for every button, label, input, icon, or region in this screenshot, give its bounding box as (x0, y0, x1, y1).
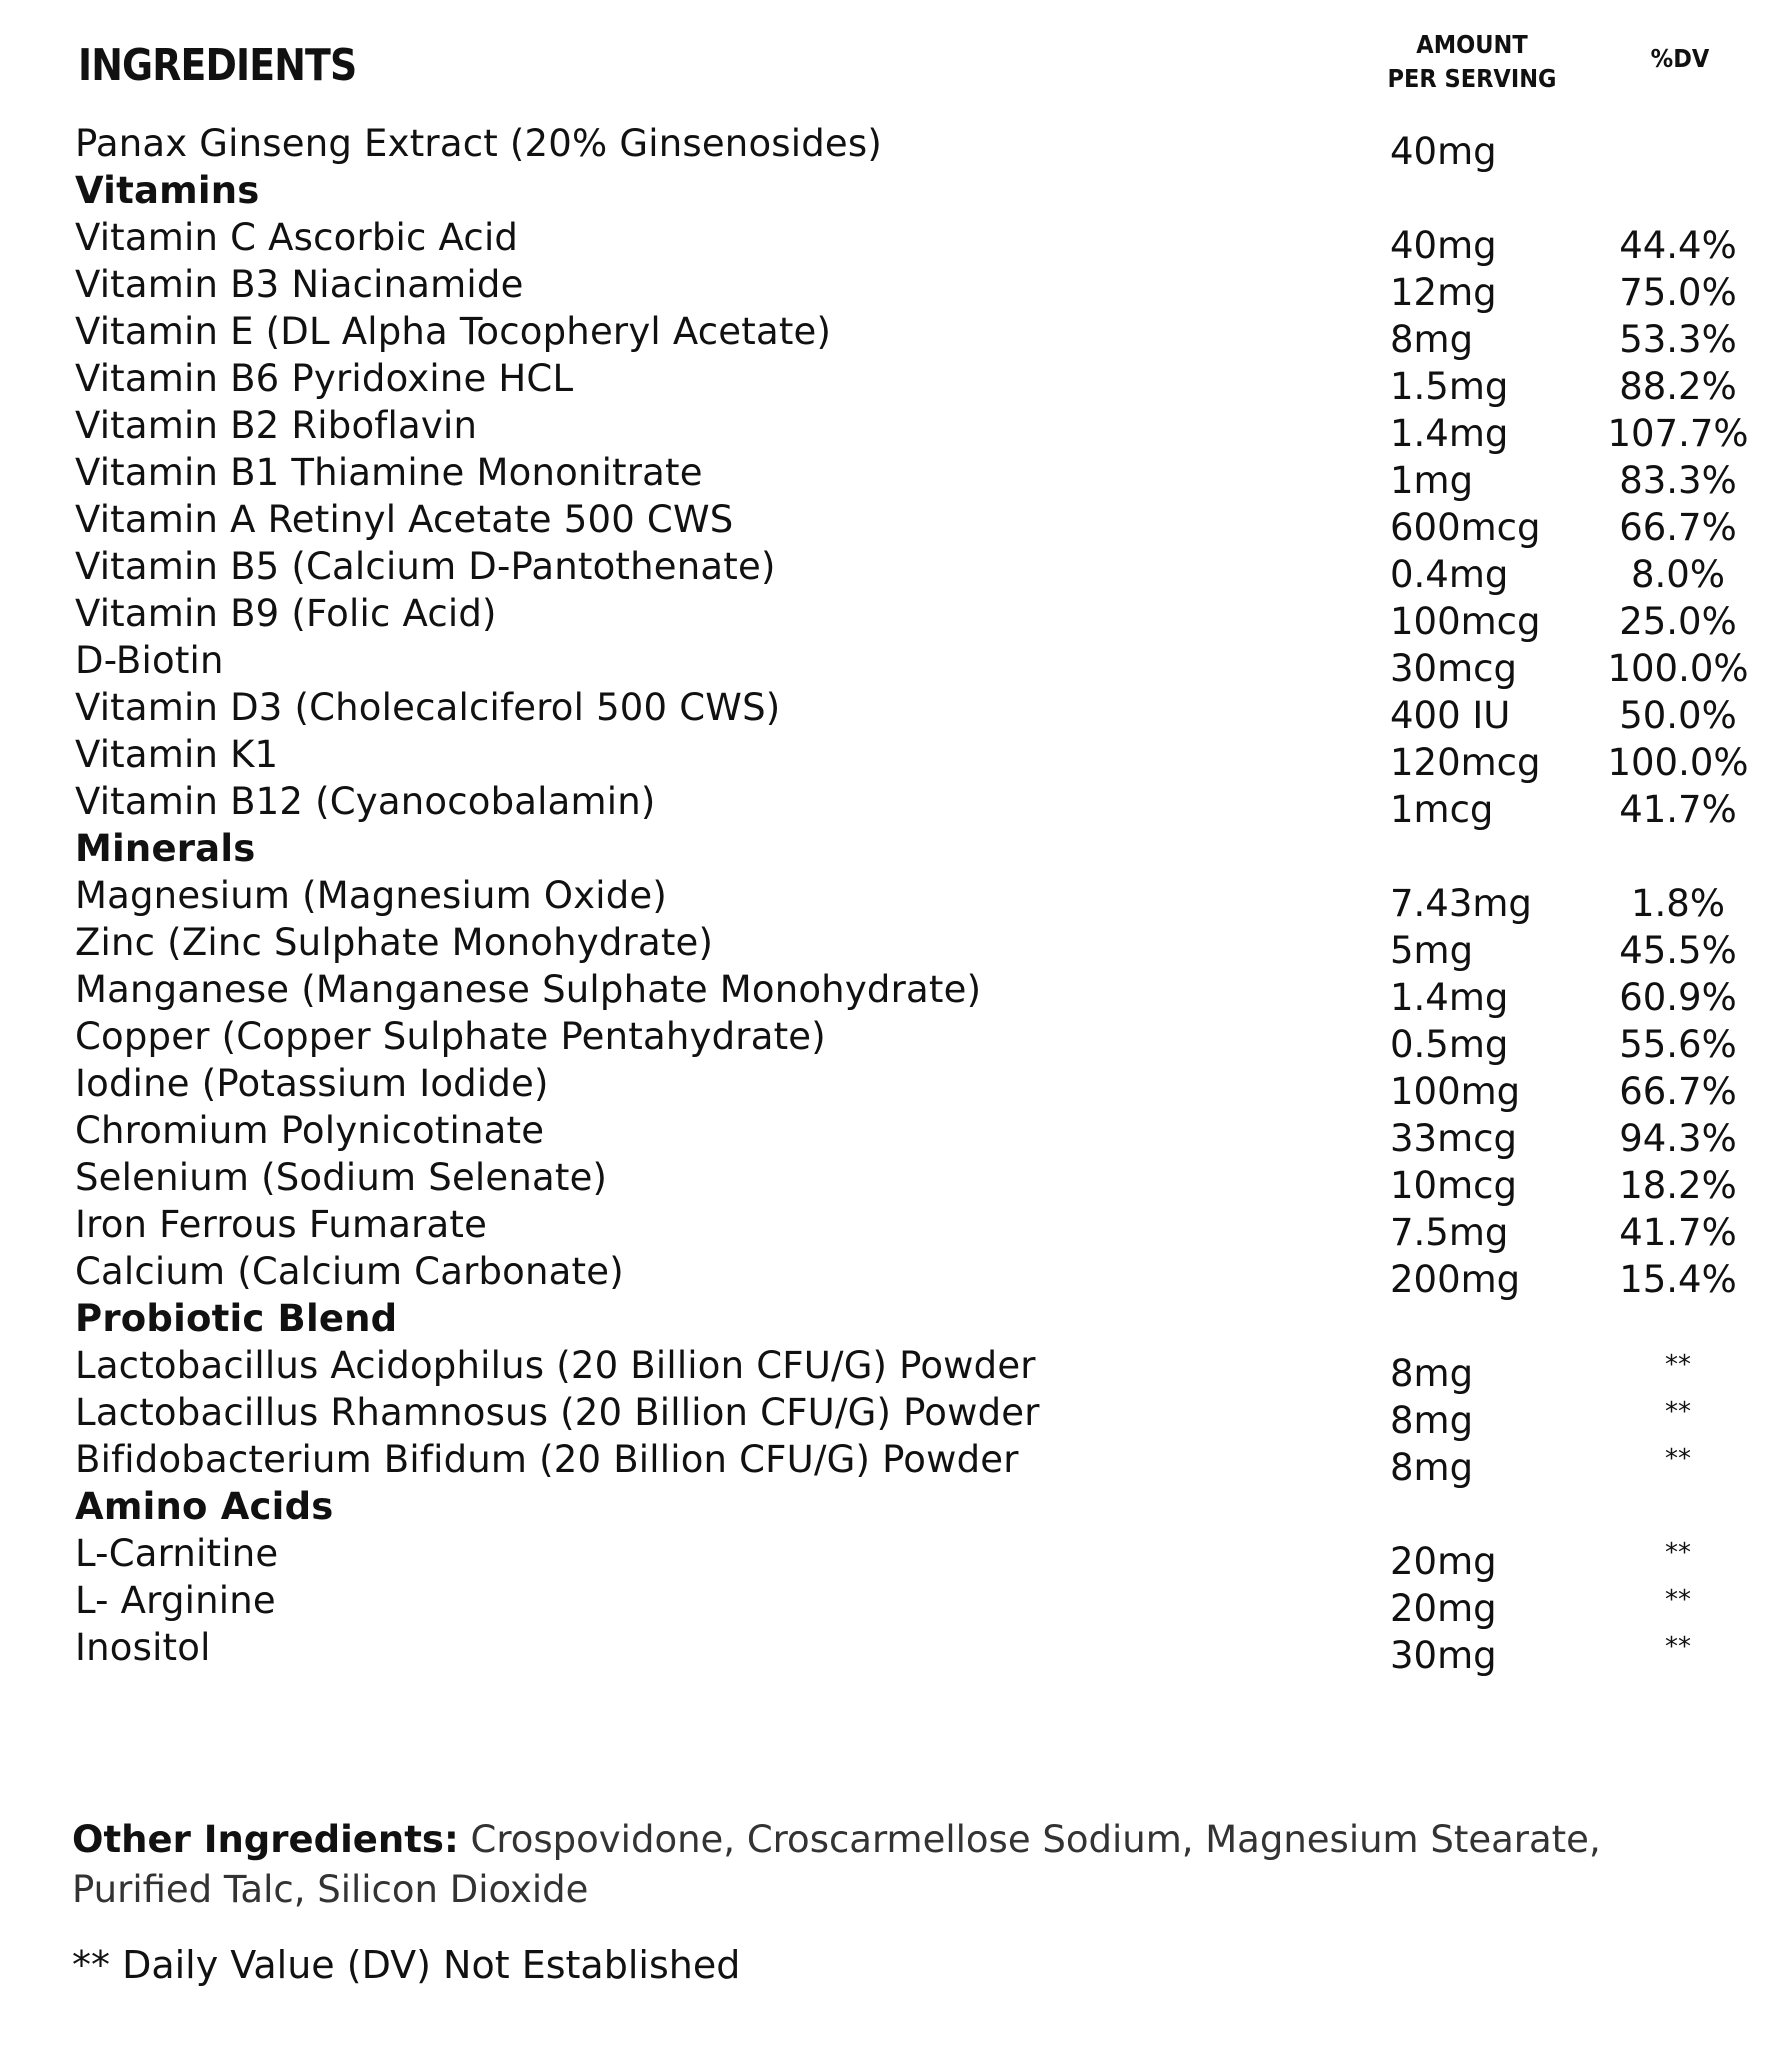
ingredient-row (0, 1436, 1780, 1489)
ingredient-row (0, 637, 1780, 690)
ingredient-name: L-Carnitine (75, 1532, 279, 1575)
ingredient-row (0, 1624, 1780, 1677)
ingredient-daily-value: 100.0% (1607, 647, 1749, 690)
other-ingredients-label: Other Ingredients: (72, 1818, 459, 1861)
amount-per-serving-header: AMOUNT PER SERVING (1387, 30, 1557, 93)
ingredient-amount: 100mg (1390, 1070, 1521, 1113)
ingredient-daily-value: 41.7% (1619, 1211, 1737, 1254)
ingredient-daily-value: 66.7% (1619, 1070, 1737, 1113)
ingredient-amount: 30mcg (1390, 647, 1517, 690)
ingredient-name: Vitamin C Ascorbic Acid (75, 216, 519, 259)
ingredient-name: Lactobacillus Acidophilus (20 Billion CFU/G) Powder (75, 1344, 1036, 1387)
ingredient-row (0, 1248, 1780, 1301)
ingredient-row (0, 684, 1780, 737)
ingredient-amount: 200mg (1390, 1258, 1521, 1301)
ingredient-daily-value: 88.2% (1619, 365, 1737, 408)
ingredient-name: Iron Ferrous Fumarate (75, 1203, 488, 1246)
ingredient-amount: 7.43mg (1390, 882, 1532, 925)
ingredient-amount: 600mcg (1390, 506, 1541, 549)
ingredient-name: Selenium (Sodium Selenate) (75, 1156, 608, 1199)
ingredient-row (0, 1154, 1780, 1207)
ingredient-amount: 20mg (1390, 1587, 1497, 1630)
ingredient-amount: 8mg (1390, 1446, 1474, 1489)
ingredient-row (0, 402, 1780, 455)
ingredient-row (0, 1107, 1780, 1160)
ingredient-row (0, 731, 1780, 784)
ingredient-row (0, 1530, 1780, 1583)
ingredient-amount: 20mg (1390, 1540, 1497, 1583)
other-ingredients-text: Crospovidone, Croscarmellose Sodium, Magnesium Stearate, Purified Talc, Silicon Dioxide (72, 1818, 1601, 1911)
ingredient-row (0, 355, 1780, 408)
ingredient-amount: 400 IU (1390, 694, 1511, 737)
ingredient-row (0, 1342, 1780, 1395)
daily-value-footnote: ** Daily Value (DV) Not Established (72, 1943, 741, 1987)
ingredient-name: Vitamin E (DL Alpha Tocopheryl Acetate) (75, 310, 832, 353)
section-heading (0, 825, 1780, 872)
ingredient-row (0, 1201, 1780, 1254)
ingredient-amount: 7.5mg (1390, 1211, 1509, 1254)
ingredient-name: Iodine (Potassium Iodide) (75, 1062, 549, 1105)
ingredient-daily-value: 66.7% (1619, 506, 1737, 549)
ingredient-name: Zinc (Zinc Sulphate Monohydrate) (75, 921, 714, 964)
ingredient-name: Magnesium (Magnesium Oxide) (75, 874, 668, 917)
ingredient-daily-value: ** (1665, 1350, 1691, 1380)
ingredient-amount: 0.5mg (1390, 1023, 1509, 1066)
ingredient-amount: 33mcg (1390, 1117, 1517, 1160)
ingredient-amount: 12mg (1390, 271, 1497, 314)
section-title: Minerals (75, 827, 256, 870)
ingredient-amount: 30mg (1390, 1634, 1497, 1677)
ingredient-daily-value: 44.4% (1619, 224, 1737, 267)
ingredient-amount: 5mg (1390, 929, 1474, 972)
other-ingredients (72, 1815, 1732, 1915)
ingredient-row (0, 261, 1780, 314)
ingredient-amount: 8mg (1390, 318, 1474, 361)
ingredient-amount: 1mcg (1390, 788, 1494, 831)
ingredient-row (0, 919, 1780, 972)
ingredient-list (0, 120, 1780, 1677)
ingredient-name: Vitamin B9 (Folic Acid) (75, 592, 497, 635)
ingredient-amount: 8mg (1390, 1352, 1474, 1395)
ingredient-daily-value: 8.0% (1631, 553, 1725, 596)
ingredient-daily-value: 1.8% (1631, 882, 1725, 925)
ingredient-daily-value: ** (1665, 1538, 1691, 1568)
ingredient-daily-value: 94.3% (1619, 1117, 1737, 1160)
ingredient-amount: 8mg (1390, 1399, 1474, 1442)
ingredient-name: Vitamin B2 Riboflavin (75, 404, 478, 447)
ingredient-daily-value: 83.3% (1619, 459, 1737, 502)
ingredient-row (0, 543, 1780, 596)
ingredient-name: Vitamin B5 (Calcium D-Pantothenate) (75, 545, 776, 588)
ingredient-row (0, 449, 1780, 502)
ingredient-name: Inositol (75, 1626, 211, 1669)
ingredient-row (0, 1577, 1780, 1630)
ingredient-name: Bifidobacterium Bifidum (20 Billion CFU/G) Powder (75, 1438, 1019, 1481)
ingredient-daily-value: ** (1665, 1632, 1691, 1662)
ingredient-row (0, 590, 1780, 643)
section-title: Probiotic Blend (75, 1297, 398, 1340)
ingredient-daily-value: ** (1665, 1585, 1691, 1615)
ingredient-name: D-Biotin (75, 639, 224, 682)
section-title: Vitamins (75, 169, 260, 212)
ingredient-daily-value: 75.0% (1619, 271, 1737, 314)
ingredient-daily-value: 15.4% (1619, 1258, 1737, 1301)
ingredient-daily-value: 50.0% (1619, 694, 1737, 737)
ingredient-name: Vitamin D3 (Cholecalciferol 500 CWS) (75, 686, 781, 729)
section-heading (0, 1295, 1780, 1342)
ingredient-name: Vitamin A Retinyl Acetate 500 CWS (75, 498, 734, 541)
ingredient-daily-value: ** (1665, 1397, 1691, 1427)
ingredient-row (0, 308, 1780, 361)
ingredient-daily-value: 55.6% (1619, 1023, 1737, 1066)
ingredient-name: L- Arginine (75, 1579, 276, 1622)
ingredient-name: Vitamin K1 (75, 733, 279, 776)
ingredient-amount: 0.4mg (1390, 553, 1509, 596)
ingredient-row (0, 872, 1780, 925)
daily-value-header: %DV (1650, 44, 1710, 73)
ingredient-row (0, 496, 1780, 549)
ingredient-name: Vitamin B6 Pyridoxine HCL (75, 357, 574, 400)
ingredient-amount: 1.4mg (1390, 976, 1509, 1019)
ingredient-daily-value: 25.0% (1619, 600, 1737, 643)
ingredient-name: Lactobacillus Rhamnosus (20 Billion CFU/G) Powder (75, 1391, 1040, 1434)
ingredient-name: Vitamin B12 (Cyanocobalamin) (75, 780, 656, 823)
ingredient-amount: 1.4mg (1390, 412, 1509, 455)
ingredient-name: Copper (Copper Sulphate Pentahydrate) (75, 1015, 826, 1058)
ingredient-amount: 1.5mg (1390, 365, 1509, 408)
ingredient-amount: 120mcg (1390, 741, 1541, 784)
ingredient-row (0, 1389, 1780, 1442)
ingredient-daily-value: 45.5% (1619, 929, 1737, 972)
ingredient-daily-value: 41.7% (1619, 788, 1737, 831)
ingredient-amount: 1mg (1390, 459, 1474, 502)
section-title: Amino Acids (75, 1485, 334, 1528)
ingredient-name: Manganese (Manganese Sulphate Monohydrate) (75, 968, 982, 1011)
ingredient-row (0, 778, 1780, 831)
ingredient-row (0, 966, 1780, 1019)
ingredient-name: Vitamin B3 Niacinamide (75, 263, 524, 306)
ingredient-daily-value: 60.9% (1619, 976, 1737, 1019)
ingredient-amount: 40mg (1390, 130, 1497, 173)
ingredient-name: Calcium (Calcium Carbonate) (75, 1250, 624, 1293)
section-heading (0, 1483, 1780, 1530)
ingredient-row (0, 120, 1780, 173)
ingredient-daily-value: 107.7% (1607, 412, 1749, 455)
ingredients-heading: INGREDIENTS (78, 40, 357, 91)
ingredient-amount: 100mcg (1390, 600, 1541, 643)
section-heading (0, 167, 1780, 214)
ingredient-amount: 40mg (1390, 224, 1497, 267)
ingredient-row (0, 1060, 1780, 1113)
ingredient-daily-value: 100.0% (1607, 741, 1749, 784)
ingredient-daily-value: 18.2% (1619, 1164, 1737, 1207)
ingredient-daily-value: ** (1665, 1444, 1691, 1474)
ingredient-name: Vitamin B1 Thiamine Mononitrate (75, 451, 703, 494)
ingredient-row (0, 214, 1780, 267)
ingredient-name: Chromium Polynicotinate (75, 1109, 545, 1152)
ingredient-amount: 10mcg (1390, 1164, 1517, 1207)
ingredient-name: Panax Ginseng Extract (20% Ginsenosides) (75, 122, 883, 165)
ingredient-row (0, 1013, 1780, 1066)
ingredient-daily-value: 53.3% (1619, 318, 1737, 361)
